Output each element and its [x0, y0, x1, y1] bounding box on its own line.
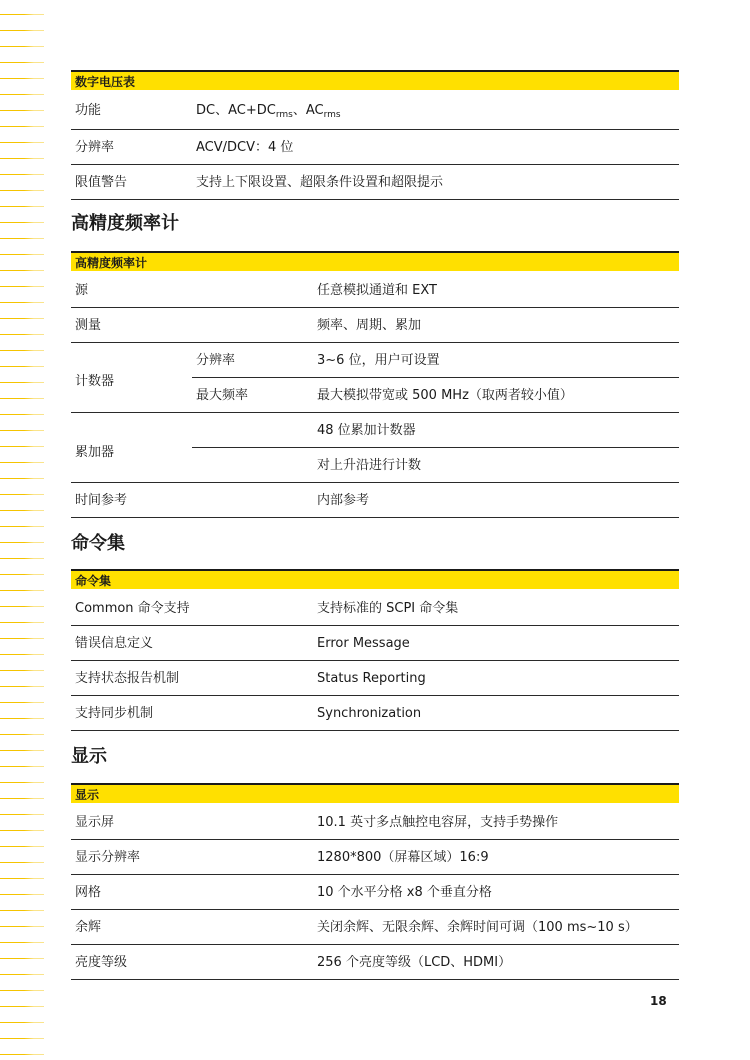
row-sublabel: 最大频率 — [196, 388, 249, 403]
counter-group-label: 计数器 — [75, 374, 115, 389]
table-row — [71, 130, 679, 165]
table-row — [71, 448, 679, 483]
table-row — [71, 483, 679, 518]
section-title-display: 显示 — [71, 746, 107, 767]
row-label: 源 — [75, 283, 89, 298]
row-value: 1280*800（屏幕区域）16:9 — [317, 850, 489, 865]
table-row — [71, 805, 679, 840]
counter-header-bar: 高精度频率计 — [71, 251, 679, 271]
accumulator-group-label: 累加器 — [75, 445, 115, 460]
table-row — [71, 92, 679, 130]
row-value: DC、$AC+DC_{rms}$、$AC_{rms}$ — [196, 103, 341, 120]
row-label: 余辉 — [75, 920, 102, 935]
table-row — [71, 273, 679, 308]
row-label: 支持状态报告机制 — [75, 671, 180, 686]
row-label: 显示屏 — [75, 815, 115, 830]
row-label: 测量 — [75, 318, 102, 333]
table-row — [71, 875, 679, 910]
row-label: 显示分辨率 — [75, 850, 141, 865]
row-label: Common 命令支持 — [75, 601, 190, 616]
row-label: 限值警告 — [75, 175, 128, 190]
row-value: 3~6 位，用户可设置 — [317, 353, 440, 368]
row-label: 时间参考 — [75, 493, 128, 508]
voltmeter-header-bar: 数字电压表 — [71, 70, 679, 90]
row-value: 最大模拟带宽或 500 MHz（取两者较小值） — [317, 388, 573, 403]
row-value: Status Reporting — [317, 671, 426, 686]
section-title-counter: 高精度频率计 — [71, 213, 179, 234]
table-row — [71, 945, 679, 980]
table-row — [192, 413, 679, 448]
row-label: 亮度等级 — [75, 955, 128, 970]
table-row — [71, 910, 679, 945]
table-row — [71, 696, 679, 731]
section-title-commands: 命令集 — [71, 533, 125, 554]
row-label: 错误信息定义 — [75, 636, 154, 651]
table-row — [71, 165, 679, 200]
display-header-bar: 显示 — [71, 783, 679, 803]
table-row — [71, 308, 679, 343]
row-value: 关闭余辉、无限余辉、余辉时间可调（100 ms~10 s） — [317, 920, 638, 935]
table-row — [71, 661, 679, 696]
row-label: 网格 — [75, 885, 102, 900]
margin-decoration — [0, 0, 44, 1060]
table-row — [192, 343, 679, 378]
row-value: Error Message — [317, 636, 410, 651]
row-value: 内部参考 — [317, 493, 370, 508]
row-value: 10 个水平分格 x8 个垂直分格 — [317, 885, 492, 900]
row-value: Synchronization — [317, 706, 422, 721]
commands-header-bar: 命令集 — [71, 569, 679, 589]
row-value: 支持标准的 SCPI 命令集 — [317, 601, 459, 616]
row-value: 支持上下限设置、超限条件设置和超限提示 — [196, 175, 444, 190]
row-value: 任意模拟通道和 EXT — [317, 283, 437, 298]
row-label: 功能 — [75, 103, 102, 118]
table-row — [71, 840, 679, 875]
row-value: ACV/DCV：4 位 — [196, 140, 294, 155]
row-label: 支持同步机制 — [75, 706, 154, 721]
table-row — [71, 378, 679, 413]
table-row — [71, 591, 679, 626]
row-label: 分辨率 — [75, 140, 115, 155]
row-value: 256 个亮度等级（LCD、HDMI） — [317, 955, 512, 970]
row-sublabel: 分辨率 — [196, 353, 236, 368]
row-value: 频率、周期、累加 — [317, 318, 422, 333]
table-row — [71, 626, 679, 661]
page-number: 18 — [650, 994, 667, 1008]
row-value: 48 位累加计数器 — [317, 423, 416, 438]
row-value: 10.1 英寸多点触控电容屏，支持手势操作 — [317, 815, 559, 830]
row-value: 对上升沿进行计数 — [317, 458, 422, 473]
